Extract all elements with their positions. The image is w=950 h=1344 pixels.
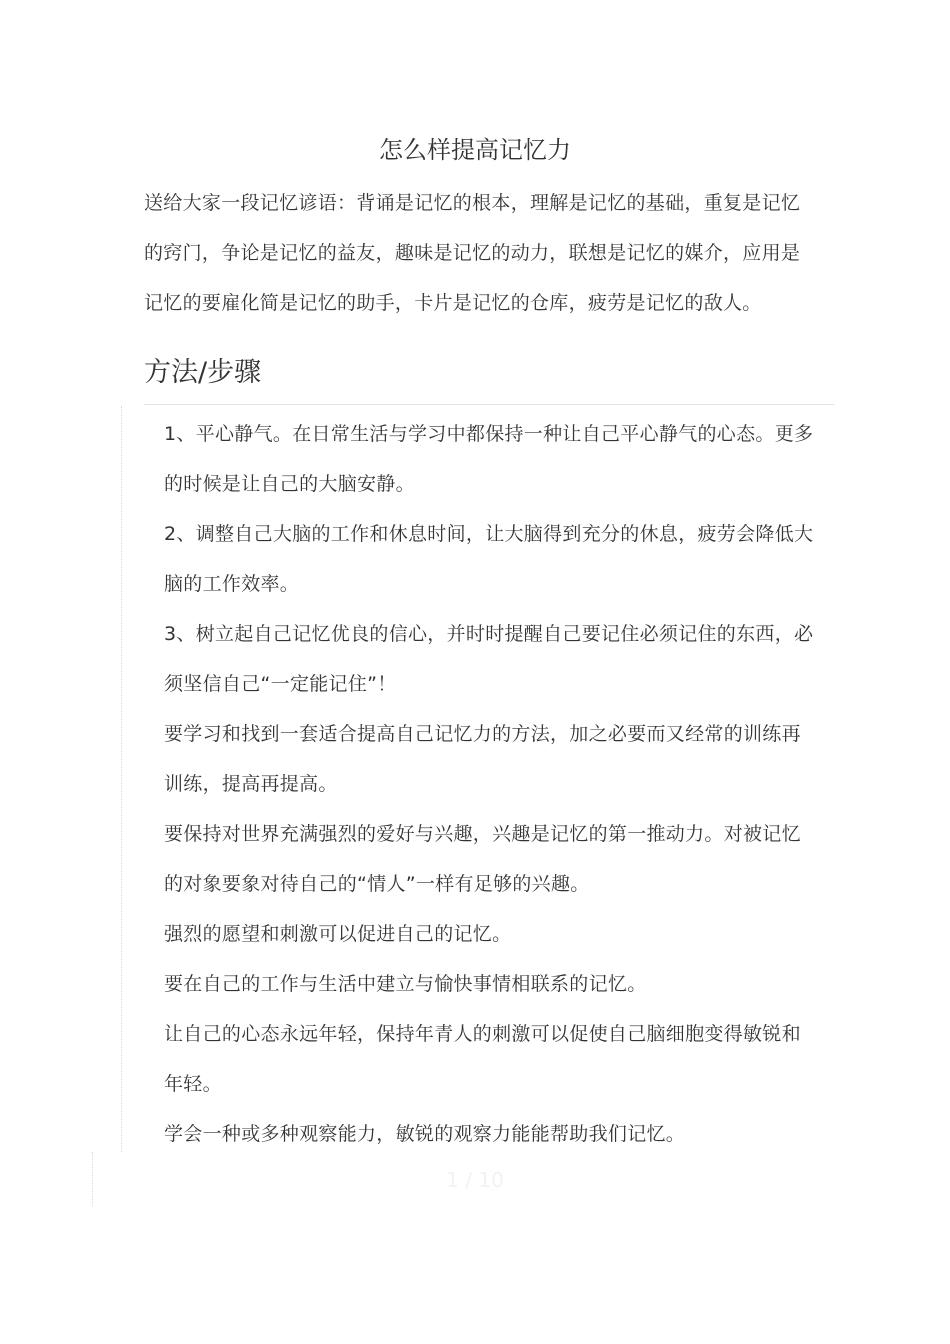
step-item: 学会一种或多种观察能力，敏锐的观察力能能帮助我们记忆。 (164, 1123, 686, 1145)
step-item: 要学习和找到一套适合提高自己记忆力的方法，加之必要而又经常的训练再训练，提高再提高。 (164, 723, 801, 795)
section-heading: 方法/步骤 (144, 357, 262, 388)
intro-paragraph: 送给大家一段记忆谚语：背诵是记忆的根本，理解是记忆的基础，重复是记忆的窍门，争论是记忆的益友，趣味是记忆的动力，联想是记忆的媒介，应用是记忆的要雇化简是记忆的助手，卡片是记忆的仓库，疲劳是记忆的敌人。 (144, 192, 801, 314)
margin-guide (121, 406, 122, 1152)
step-item: 1、平心静气。在日常生活与学习中都保持一种让自己平心静气的心态。更多的时候是让自己的大脑安静。 (164, 423, 814, 495)
step-item: 2、调整自己大脑的工作和休息时间，让大脑得到充分的休息，疲劳会降低大脑的工作效率。 (164, 523, 814, 595)
step-item: 让自己的心态永远年轻，保持年青人的刺激可以促使自己脑细胞变得敏锐和年轻。 (164, 1023, 801, 1095)
step-item: 要保持对世界充满强烈的爱好与兴趣，兴趣是记忆的第一推动力。对被记忆的对象要象对待自己的“情人”一样有足够的兴趣。 (164, 823, 801, 895)
section-divider (144, 404, 834, 405)
step-item: 3、树立起自己记忆优良的信心，并时时提醒自己要记住必须记住的东西，必须坚信自己“一定能记住”！ (164, 623, 814, 695)
page-number: 1 / 10 (446, 1168, 504, 1192)
steps-list (164, 409, 814, 1159)
step-item: 要在自己的工作与生活中建立与愉快事情相联系的记忆。 (164, 973, 647, 995)
step-item: 强烈的愿望和刺激可以促进自己的记忆。 (164, 923, 512, 945)
document-title: 怎么样提高记忆力 (379, 136, 571, 164)
